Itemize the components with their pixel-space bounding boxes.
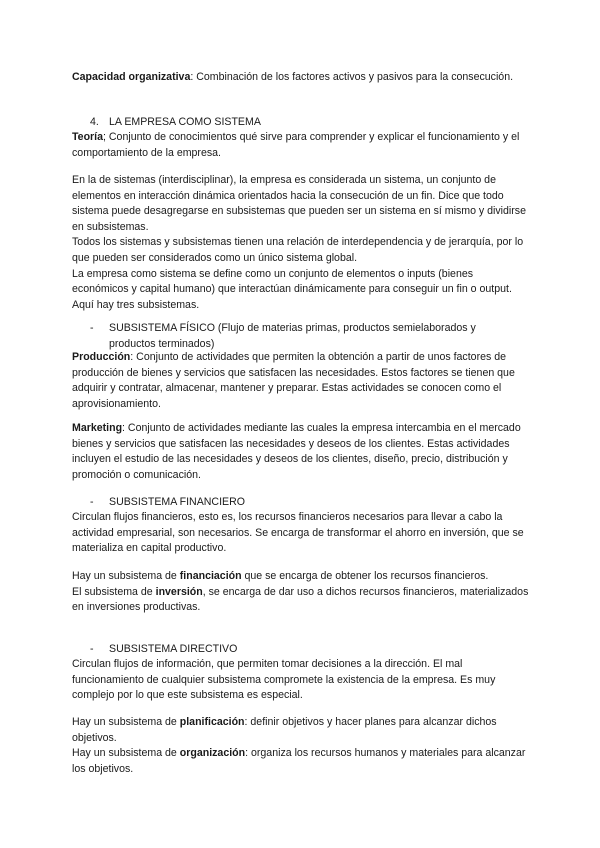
financiacion-pre: Hay un subsistema de [72,570,180,582]
sistemas-block [72,173,532,313]
fisico-bullet: - [90,322,94,334]
planificacion-pre: Hay un subsistema de [72,716,180,728]
inversion-post: , se encarga de dar uso a dichos recursos financieros, materializados en inversiones productivas. [72,585,529,614]
produccion-text: : Conjunto de actividades que permiten la obtención a partir de unos factores de producción de bienes y servicios que satisfacen las necesidades. Estos factores se tienen que adquirir y contratar, almacenar, mantener y preparar. Estas actividades se conocen como el aprovisionamiento. [72,351,515,410]
teoria-paragraph [72,130,532,161]
organizacion-line [72,746,532,777]
produccion-term: Producción [72,351,131,363]
marketing-text: : Conjunto de actividades mediante las cuales la empresa intercambia en el mercado bienes y servicios que satisfacen las necesidades y deseos de los clientes. Estas actividades incluyen el estudio de las necesidades y deseos de los clientes, diseño, precio, distribución y promoción o comunicación. [72,422,521,481]
capacidad-paragraph [72,70,532,86]
financiero-title: SUBSISTEMA FINANCIERO [109,496,245,508]
financiero-text: Circulan flujos financieros, esto es, los recursos financieros necesarios para llevar a cabo la actividad empresarial, son necesarios. Se encarga de transformar el ahorro en inversión, que se materializa en capital productivo. [72,511,524,555]
inversion-line [72,585,532,616]
sistemas-paragraph-3: La empresa como sistema se define como un conjunto de elementos o inputs (bienes económicos y capital humano) que interactúan dinámicamente para conseguir un fin o output. Aquí hay tres subsistemas. [72,267,512,311]
financiacion-line [72,569,532,585]
financiero-subsistemas [72,569,532,616]
capacidad-term: Capacidad organizativa [72,71,191,83]
inversion-pre: El subsistema de [72,585,156,598]
organizacion-post: : organiza los recursos humanos y materiales para alcanzar los objetivos. [72,747,526,775]
planificacion-post: : definir objetivos y hacer planes para alcanzar dichos objetivos. [72,716,497,744]
teoria-text: ; Conjunto de conocimientos qué sirve para comprender y explicar el funcionamiento y el comportamiento de la empresa. [72,131,520,159]
marketing-term: Marketing [72,422,123,434]
section-4-title: LA EMPRESA COMO SISTEMA [109,116,261,128]
financiero-paragraph-1 [72,510,532,557]
financiacion-term: financiación [179,570,242,582]
directivo-paragraph-1 [72,657,532,704]
capacidad-text: : Combinación de los factores activos y pasivos para la consecución. [190,71,514,83]
sistemas-paragraph-1: En la de sistemas (interdisciplinar), la empresa es considerada un sistema, un conjunto de elementos en interacción dinámica orientados hacia la consecución de un fin. Dice que todo sistema puede desagregarse en subsistemas que pueden ser un sistema en sí mismo y dividirse en subsistemas. [72,174,527,233]
section-4-number: 4. [90,116,99,128]
marketing-paragraph [72,421,532,483]
inversion-term: inversión [155,585,203,598]
fisico-title: SUBSISTEMA FÍSICO (Flujo de materias primas, productos semielaborados y productos terminados) [109,322,476,350]
planificacion-term: planificación [179,716,245,728]
teoria-term: Teoría [72,131,104,143]
directivo-text: Circulan flujos de información, que permiten tomar decisiones a la dirección. El mal funcionamiento de cualquier subsistema compromete la existencia de la empresa. Es muy complejo por lo que este subsistema es especial. [72,658,496,702]
directivo-title: SUBSISTEMA DIRECTIVO [109,643,238,655]
planificacion-line [72,715,532,746]
directivo-bullet: - [90,643,94,655]
produccion-paragraph [72,350,532,412]
financiacion-post: que se encarga de obtener los recursos financieros. [241,570,489,582]
sistemas-paragraph-2: Todos los sistemas y subsistemas tienen una relación de interdependencia y de jerarquía, por lo que pueden ser considerados como un único sistema global. [72,236,524,264]
financiero-bullet: - [90,496,94,508]
organizacion-term: organización [179,747,246,760]
directivo-subsistemas [72,715,532,777]
organizacion-pre: Hay un subsistema de [72,747,180,760]
